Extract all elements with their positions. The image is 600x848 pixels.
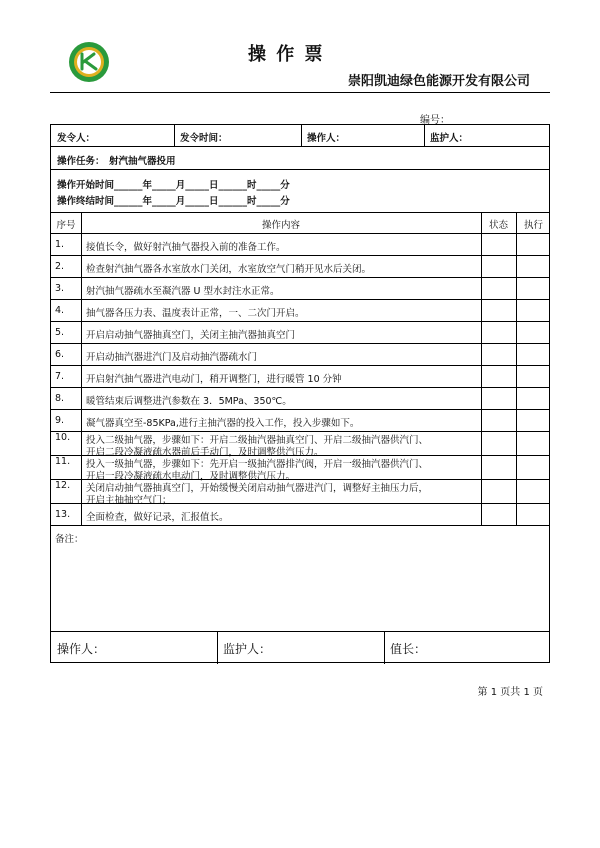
table-row-number: 9.	[55, 415, 65, 426]
table-row-content: 开启主抽抽空气门；	[86, 495, 172, 506]
table-row-number: 3.	[55, 283, 65, 294]
table-row-number: 6.	[55, 349, 65, 360]
footer-shift-leader-label: 值长：	[390, 642, 427, 656]
table-row-divider	[51, 299, 549, 300]
start-time-line: 操作开始时间______年_____月_____日______时_____分	[57, 180, 290, 191]
table-row-content: 凝气器真空至-85KPa,进行主抽汽器的投入工作，投入步骤如下。	[86, 418, 360, 429]
table-row-divider	[51, 277, 549, 278]
header-divider	[50, 92, 550, 93]
issue-time-label: 发令时间：	[180, 133, 228, 144]
operation-ticket-form	[50, 124, 550, 663]
doc-number-label: 编号：	[420, 115, 450, 126]
page-title: 操 作 票	[248, 44, 325, 65]
table-row-divider	[51, 525, 549, 526]
table-row-divider	[51, 255, 549, 256]
table-row-number: 1.	[55, 239, 65, 250]
table-row-divider	[51, 365, 549, 366]
table-row-number: 4.	[55, 305, 65, 316]
table-row-number: 8.	[55, 393, 65, 404]
header-exec: 执行	[523, 220, 543, 231]
table-row-divider	[51, 343, 549, 344]
footer-supervisor-label: 监护人：	[223, 642, 272, 656]
table-row-content: 开启动抽汽器进汽门及启动抽汽器疏水门	[86, 352, 258, 363]
operator-label: 操作人：	[307, 133, 346, 144]
table-row-divider	[51, 321, 549, 322]
kaidi-logo-icon	[67, 40, 111, 84]
task-label: 操作任务：	[57, 156, 105, 167]
table-row-content: 射汽抽气器疏水至凝汽器 U 型水封注水正常。	[86, 286, 280, 297]
table-row-content: 全面检查，做好记录，汇报值长。	[86, 512, 229, 523]
table-row-content: 投入一级抽气器，步骤如下：先开启一级抽汽器排汽阀，开启一级抽汽器供汽门、	[86, 459, 429, 470]
table-row-divider	[51, 387, 549, 388]
footer-operator-label: 操作人：	[57, 642, 106, 656]
table-row-content: 开启射汽抽气器进汽电动门，稍开调整门，进行暖管 10 分钟	[86, 374, 342, 385]
table-row-content: 开启二段冷凝液疏水器前后手动门，及时调整供汽压力。	[86, 447, 324, 458]
table-row-number: 11.	[55, 456, 71, 467]
issuer-label: 发令人：	[57, 133, 96, 144]
table-row-content: 暖管结束后调整进汽参数在 3．5MPa、350℃。	[86, 396, 292, 407]
task-value: 射汽抽气器投用	[109, 156, 176, 167]
table-row-number: 2.	[55, 261, 65, 272]
table-row-divider	[51, 503, 549, 504]
table-row-content: 关闭启动抽气器抽真空门，开始缓慢关闭启动抽气器进汽门，调整好主抽压力后，	[86, 483, 429, 494]
table-row-number: 7.	[55, 371, 65, 382]
header-content: 操作内容	[261, 220, 300, 231]
table-row-divider	[51, 409, 549, 410]
table-row-number: 5.	[55, 327, 65, 338]
header-status: 状态	[488, 220, 508, 231]
table-row-content: 开启一段冷凝液疏水电动门，及时调整供汽压力。	[86, 471, 296, 482]
table-row-content: 投入二级抽气器，步骤如下：开启二级抽汽器抽真空门、开启二级抽汽器供汽门、	[86, 435, 429, 446]
table-row-content: 抽气器各压力表、温度表计正常，一、二次门开启。	[86, 308, 305, 319]
table-row-number: 13.	[55, 509, 71, 520]
table-row-number: 10.	[55, 432, 71, 443]
table-row-content: 接值长令，做好射汽抽气器投入前的准备工作。	[86, 242, 286, 253]
end-time-line: 操作终结时间______年_____月_____日______时_____分	[57, 196, 290, 207]
page-info: 第 1 页共 1 页	[477, 687, 543, 698]
header-seq: 序号	[56, 220, 76, 231]
table-row-divider	[51, 233, 549, 234]
company-name: 崇阳凯迪绿色能源开发有限公司	[347, 74, 530, 89]
table-row-number: 12.	[55, 480, 71, 491]
supervisor-label: 监护人：	[430, 133, 469, 144]
remarks-label: 备注：	[55, 534, 84, 545]
table-row-content: 开启启动抽气器抽真空门，关闭主抽汽器抽真空门	[86, 330, 296, 341]
table-row-content: 检查射汽抽气器各水室放水门关闭，水室放空气门稍开见水后关闭。	[86, 264, 372, 275]
